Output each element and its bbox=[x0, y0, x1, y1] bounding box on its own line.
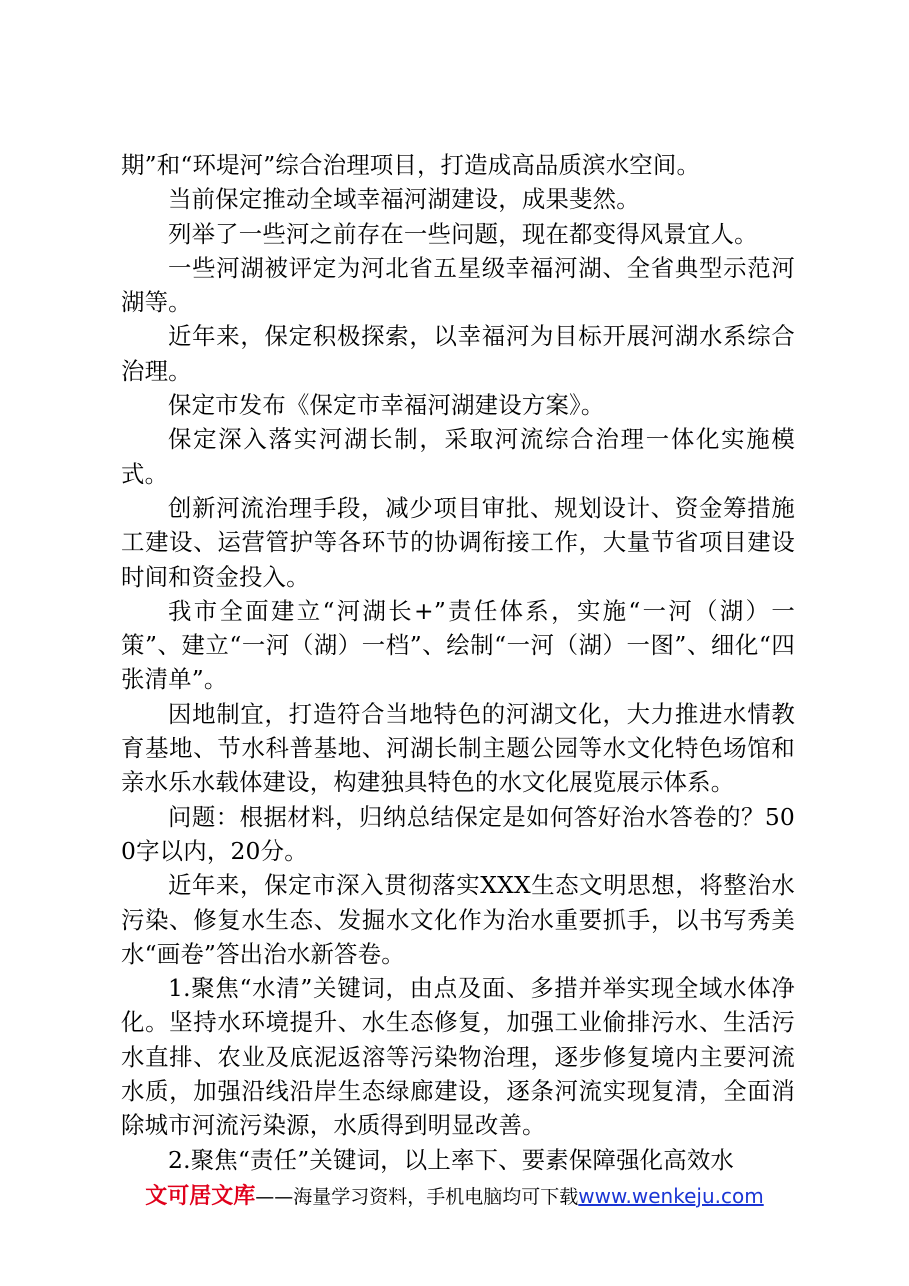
footer-slogan: ——海量学习资料，手机电脑均可下载 bbox=[255, 1186, 579, 1208]
footer-brand: 文可居文库 bbox=[145, 1184, 256, 1209]
paragraph-10: 因地制宜，打造符合当地特色的河湖文化，大力推进水情教育基地、节水科普基地、河湖长制主题公园等水文化特色场馆和亲水乐水载体建设，构建独具特色的水文化展览展示体系。 bbox=[121, 699, 795, 797]
paragraph-4: 一些河湖被评定为河北省五星级幸福河湖、全省典型示范河湖等。 bbox=[121, 253, 795, 317]
paragraph-8: 创新河流治理手段，减少项目审批、规划设计、资金筹措施工建设、运营管护等各环节的协调衔接工作，大量节省项目建设时间和资金投入。 bbox=[121, 493, 795, 591]
footer-banner bbox=[0, 1183, 909, 1210]
question-paragraph: 问题：根据材料，归纳总结保定是如何答好治水答卷的？500字以内，20分。 bbox=[121, 802, 795, 865]
answer-intro-paragraph: 近年来，保定市深入贯彻落实XXX生态文明思想，将整治水污染、修复水生态、发掘水文化作为治水重要抓手，以书写秀美水“画卷”答出治水新答卷。 bbox=[121, 871, 795, 968]
document-body bbox=[121, 148, 795, 1177]
paragraph-1: 期”和“环堤河”综合治理项目，打造成高品质滨水空间。 bbox=[121, 151, 701, 179]
paragraph-2: 当前保定推动全域幸福河湖建设，成果斐然。 bbox=[168, 185, 640, 214]
paragraph-5: 近年来，保定积极探索，以幸福河为目标开展河湖水系综合治理。 bbox=[121, 322, 795, 385]
footer-url-link[interactable]: www.wenkeju.com bbox=[578, 1184, 764, 1208]
paragraph-9: 我市全面建立“河湖长+”责任体系，实施“一河（湖）一策”、建立“一河（湖）一档”、绘制“一河（湖）一图”、细化“四张清单”。 bbox=[121, 596, 795, 694]
paragraph-6: 保定市发布《保定市幸福河湖建设方案》。 bbox=[168, 391, 605, 420]
paragraph-3: 列举了一些河之前存在一些问题，现在都变得风景宜人。 bbox=[168, 219, 758, 248]
answer-point-2: 2.聚焦“责任”关键词，以上率下、要素保障强化高效水 bbox=[168, 1145, 735, 1174]
answer-point-1: 1.聚焦“水清”关键词，由点及面、多措并举实现全域水体净化。坚持水环境提升、水生态修复，加强工业偷排污水、生活污水直排、农业及底泥返溶等污染物治理，逐步修复境内主要河流水质，加强沿线沿岸生态绿廊建设，逐条河流实现复清，全面消除城市河流污染源，水质得到明显改善。 bbox=[121, 974, 795, 1140]
paragraph-7: 保定深入落实河湖长制，采取河流综合治理一体化实施模式。 bbox=[121, 425, 795, 488]
